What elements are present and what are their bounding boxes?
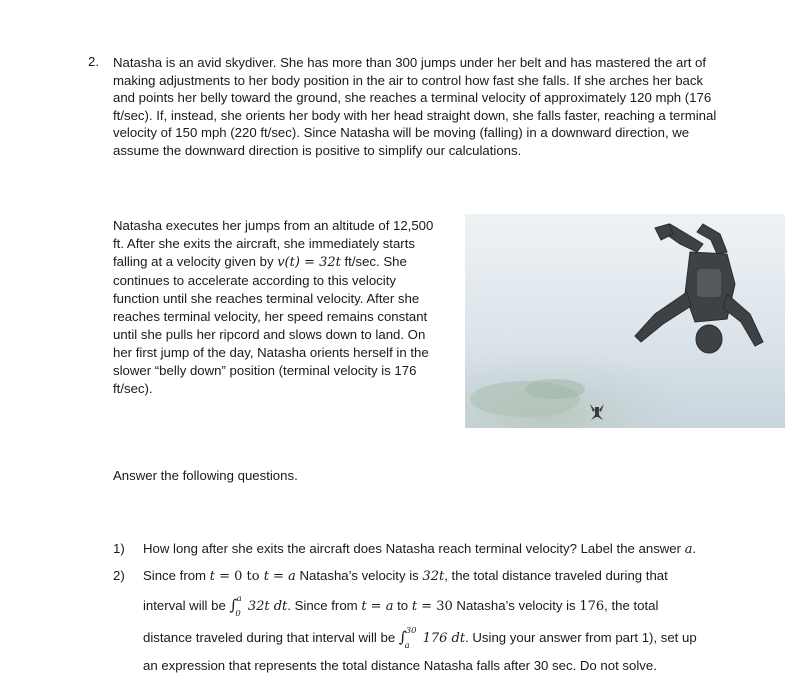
question-1-text-a: How long after she exits the aircraft does Natasha reach terminal velocity? Label the answer <box>143 541 685 556</box>
q2-l2-m5: t <box>411 599 418 614</box>
q2-l1-c: , the total distance traveled during that <box>444 568 668 583</box>
q2-l2-lower: 0 <box>235 608 241 619</box>
q2-l1-m3: t <box>263 569 269 584</box>
q2-l3-b: . Using your answer from part 1), set up <box>465 630 697 645</box>
q2-l3-integrand: 176 dt <box>422 631 466 646</box>
question-1-number: 1) <box>113 541 125 556</box>
skydiver-photo <box>465 214 785 428</box>
skydiver-photo-art <box>465 214 785 428</box>
question-2-line-1 <box>143 568 743 584</box>
q2-l2-b: . Since from <box>287 598 362 613</box>
problem-intro: Natasha is an avid skydiver. She has more than 300 jumps under her belt and has mastered the art of making adjustments to her body position in the air to control how fast she falls. If she arches her back and points her belly toward the ground, she reaches a terminal velocity of approximately 120 mph (176 ft/sec). If, instead, she orients her body with her head straight down, she falls faster, reaching a terminal velocity of 150 mph (220 ft/sec). Since Natasha will be moving (falling) in a downward direction, we assume the downward direction is positive to simplify our calculations. <box>113 55 717 158</box>
q2-l2-upper: a <box>236 593 242 604</box>
answer-prompt: Answer the following questions. <box>113 468 298 483</box>
integral-sign: ∫ <box>398 628 407 646</box>
q2-l2-c: Natasha’s velocity is <box>452 598 580 613</box>
problem-details <box>113 217 445 398</box>
q2-l1-m5: a <box>288 569 296 584</box>
q2-l1-m6: 32t <box>422 569 445 584</box>
question-2-number: 2) <box>113 568 125 583</box>
q2-l2-a: interval will be <box>143 598 230 613</box>
question-2-line-3 <box>143 625 743 651</box>
problem-number: 2. <box>88 54 99 69</box>
question-1-var: a <box>684 542 693 557</box>
details-text-a: Natasha executes her jumps from an altitude of 12,500 ft. After she exits the aircraft, she immediately starts falling at a velocity given by <box>113 218 434 269</box>
q2-l2-m7: 176 <box>579 599 605 614</box>
q2-l2-m1: t <box>361 599 367 614</box>
q2-l3-lower: a <box>404 640 410 651</box>
q2-l1-m2: = 0 to <box>214 569 264 584</box>
question-1-text-b: . <box>692 541 697 556</box>
q2-l1-b: Natasha’s velocity is <box>295 568 423 583</box>
q2-l3-a: distance traveled during that interval will be <box>143 630 399 645</box>
q2-l1-m1: t <box>209 569 215 584</box>
question-2-line-2 <box>143 593 743 619</box>
q2-l2-integrand: 32t dt <box>247 599 288 614</box>
q2-l2-m4: to <box>393 598 412 613</box>
q2-l2-m2: = <box>366 599 386 614</box>
question-1-text <box>143 541 743 557</box>
q2-l2-m6: = 30 <box>417 599 453 614</box>
velocity-formula: v(t) = 32t <box>277 255 341 270</box>
q2-l2-d: , the total <box>604 598 659 613</box>
q2-l2-m3: a <box>385 599 394 614</box>
q2-l3-upper: 30 <box>405 625 417 636</box>
details-text-b: ft/sec. She continues to accelerate according to this velocity function until she reaches terminal velocity. After she reaches terminal velocity, her speed remains constant until she pulls her ripcord and slows down to land. On her first jump of the day, Natasha orients herself in the slower “belly down” position (terminal velocity is 176 ft/sec). <box>113 254 429 396</box>
q2-l1-m4: = <box>268 569 289 584</box>
q2-l1-a: Since from <box>143 568 210 583</box>
integral-sign: ∫ <box>229 596 238 614</box>
question-2-line-4: an expression that represents the total distance Natasha falls after 30 sec. Do not solve. <box>143 658 657 673</box>
